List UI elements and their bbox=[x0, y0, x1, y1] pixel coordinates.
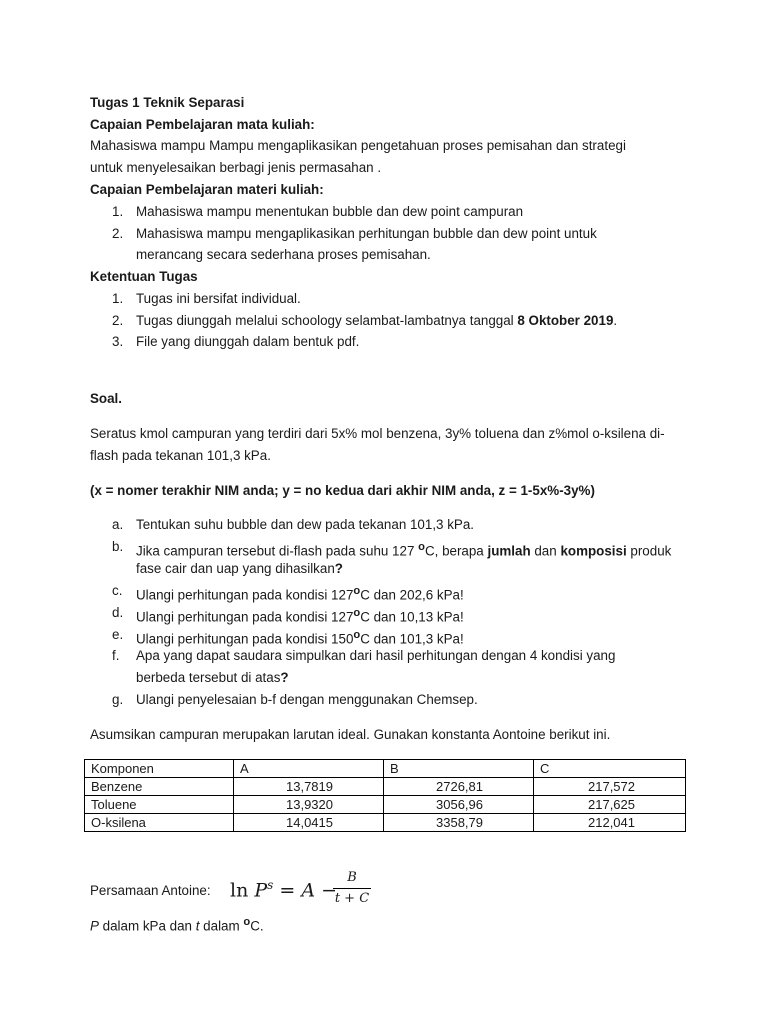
question-text bbox=[136, 538, 671, 560]
deadline-suffix: . bbox=[613, 313, 618, 328]
question-text-cont bbox=[136, 560, 343, 578]
question-text: Apa yang dapat saudara simpulkan dari hasil perhitungan dengan 4 kondisi yang bbox=[136, 648, 616, 663]
question-mark: ? bbox=[280, 670, 289, 685]
question-label: g. bbox=[112, 692, 124, 707]
question-label: e. bbox=[112, 627, 124, 642]
question-text-part: C dan 101,3 kPa! bbox=[360, 631, 464, 647]
deadline-date: 8 Oktober 2019 bbox=[517, 313, 614, 328]
ketentuan-item-number: 2. bbox=[112, 313, 124, 328]
materi-item-text: Mahasiswa mampu menentukan bubble dan dew point campuran bbox=[136, 204, 524, 219]
ketentuan-item-number: 1. bbox=[112, 291, 124, 306]
question-text-part: Ulangi perhitungan pada kondisi 150 bbox=[136, 631, 354, 647]
question-text-cont bbox=[136, 669, 289, 687]
question-keyword: jumlah bbox=[487, 543, 531, 559]
fraction-denominator: t + C bbox=[334, 891, 370, 906]
table-row bbox=[85, 814, 686, 832]
question-text-part: Ulangi perhitungan pada kondisi 127 bbox=[136, 587, 354, 603]
ketentuan-heading: Ketentuan Tugas bbox=[90, 269, 198, 284]
equation-units bbox=[90, 913, 264, 935]
table-cell: Benzene bbox=[85, 778, 234, 796]
cpmk-text-line-1: Mahasiswa mampu Mampu mengaplikasikan pengetahuan proses pemisahan dan strategi bbox=[90, 138, 626, 153]
materi-heading: Capaian Pembelajaran materi kuliah: bbox=[90, 182, 324, 197]
degree-symbol: o bbox=[353, 629, 361, 641]
question-text-part: Ulangi perhitungan pada kondisi 127 bbox=[136, 609, 354, 625]
table-cell: 13,7819 bbox=[234, 778, 384, 796]
ketentuan-item-number: 3. bbox=[112, 334, 124, 349]
equation-label: Persamaan Antoine: bbox=[90, 883, 211, 898]
question-mark: ? bbox=[334, 561, 343, 576]
table-cell: 212,041 bbox=[534, 814, 686, 832]
document-title: Tugas 1 Teknik Separasi bbox=[90, 95, 245, 110]
table-header-cell: B bbox=[384, 760, 534, 778]
question-text bbox=[136, 604, 464, 626]
degree-symbol: o bbox=[418, 541, 425, 553]
table-cell: 2726,81 bbox=[384, 778, 534, 796]
cpmk-heading: Capaian Pembelajaran mata kuliah: bbox=[90, 117, 315, 132]
variable-definition: (x = nomer terakhir NIM anda; y = no kedua dari akhir NIM anda, z = 1-5x%-3y%) bbox=[90, 483, 595, 498]
saturation-superscript: s bbox=[267, 878, 274, 892]
question-text-part: C dan 202,6 kPa! bbox=[360, 587, 464, 603]
table-cell: 14,0415 bbox=[234, 814, 384, 832]
question-label: f. bbox=[112, 648, 120, 663]
constant-a: A bbox=[301, 879, 316, 902]
deadline-prefix: Tugas diunggah melalui schoology selambat-lambatnya tanggal bbox=[136, 313, 518, 328]
table-cell: 3056,96 bbox=[384, 796, 534, 814]
units-t: t bbox=[195, 918, 200, 934]
question-text-part: dan bbox=[530, 543, 561, 559]
table-cell: Toluene bbox=[85, 796, 234, 814]
units-p: P bbox=[90, 918, 99, 934]
equals-sign: = bbox=[279, 879, 296, 902]
degree-symbol: o bbox=[353, 607, 361, 619]
question-label: c. bbox=[112, 583, 123, 598]
degree-symbol: o bbox=[353, 585, 361, 597]
question-label: d. bbox=[112, 605, 124, 620]
units-text: C. bbox=[250, 918, 264, 934]
question-text bbox=[136, 582, 464, 604]
question-text: Ulangi penyelesaian b-f dengan menggunakan Chemsep. bbox=[136, 692, 478, 707]
table-cell: O-ksilena bbox=[85, 814, 234, 832]
question-label: a. bbox=[112, 517, 124, 532]
ketentuan-item-text bbox=[136, 312, 617, 330]
table-header-row bbox=[85, 760, 686, 778]
table-row bbox=[85, 796, 686, 814]
question-text-part: fase cair dan uap yang dihasilkan bbox=[136, 561, 335, 576]
cpmk-text-line-2: untuk menyelesaikan berbagi jenis permasahan . bbox=[90, 160, 382, 175]
question-label: b. bbox=[112, 539, 124, 554]
table-cell: 217,625 bbox=[534, 796, 686, 814]
equation-lhs bbox=[230, 878, 337, 901]
question-text bbox=[136, 626, 464, 648]
materi-item-text-cont: merancang secara sederhana proses pemisahan. bbox=[136, 247, 431, 262]
ketentuan-item-text: Tugas ini bersifat individual. bbox=[136, 291, 301, 306]
table-cell: 3358,79 bbox=[384, 814, 534, 832]
soal-intro-line-1: Seratus kmol campuran yang terdiri dari 5x% mol benzena, 3y% toluena dan z%mol o-ksilena di- bbox=[90, 426, 665, 441]
pressure-symbol: P bbox=[254, 879, 268, 902]
materi-item-number: 2. bbox=[112, 226, 124, 241]
question-text-part: C, berapa bbox=[424, 543, 488, 559]
degree-symbol: o bbox=[243, 916, 251, 928]
minus-sign: − bbox=[321, 879, 338, 902]
ln-operator: ln bbox=[230, 879, 249, 902]
soal-intro-line-2: flash pada tekanan 101,3 kPa. bbox=[90, 448, 271, 463]
question-text-part: berbeda tersebut di atas bbox=[136, 670, 281, 685]
question-keyword: komposisi bbox=[560, 543, 627, 559]
materi-item-number: 1. bbox=[112, 204, 124, 219]
units-text: dalam kPa dan bbox=[98, 918, 196, 934]
materi-item-text: Mahasiswa mampu mengaplikasikan perhitungan bubble dan dew point untuk bbox=[136, 226, 597, 241]
question-text-part: produk bbox=[626, 543, 672, 559]
ketentuan-item-text: File yang diunggah dalam bentuk pdf. bbox=[136, 334, 360, 349]
units-text: dalam bbox=[199, 918, 244, 934]
soal-heading: Soal. bbox=[90, 391, 122, 406]
question-text-part: C dan 10,13 kPa! bbox=[360, 609, 464, 625]
fraction-bar bbox=[333, 888, 371, 889]
table-header-cell: C bbox=[534, 760, 686, 778]
equation-fraction bbox=[333, 870, 371, 907]
question-text-part: Jika campuran tersebut di-flash pada suhu 127 bbox=[136, 543, 419, 559]
question-text: Tentukan suhu bubble dan dew pada tekanan 101,3 kPa. bbox=[136, 517, 475, 532]
table-header-cell: Komponen bbox=[85, 760, 234, 778]
fraction-numerator: B bbox=[347, 870, 357, 885]
table-cell: 217,572 bbox=[534, 778, 686, 796]
antoine-constants-table bbox=[84, 759, 686, 832]
assumption-text: Asumsikan campuran merupakan larutan ideal. Gunakan konstanta Aontoine berikut ini. bbox=[90, 727, 611, 742]
table-cell: 13,9320 bbox=[234, 796, 384, 814]
table-header-cell: A bbox=[234, 760, 384, 778]
table-row bbox=[85, 778, 686, 796]
